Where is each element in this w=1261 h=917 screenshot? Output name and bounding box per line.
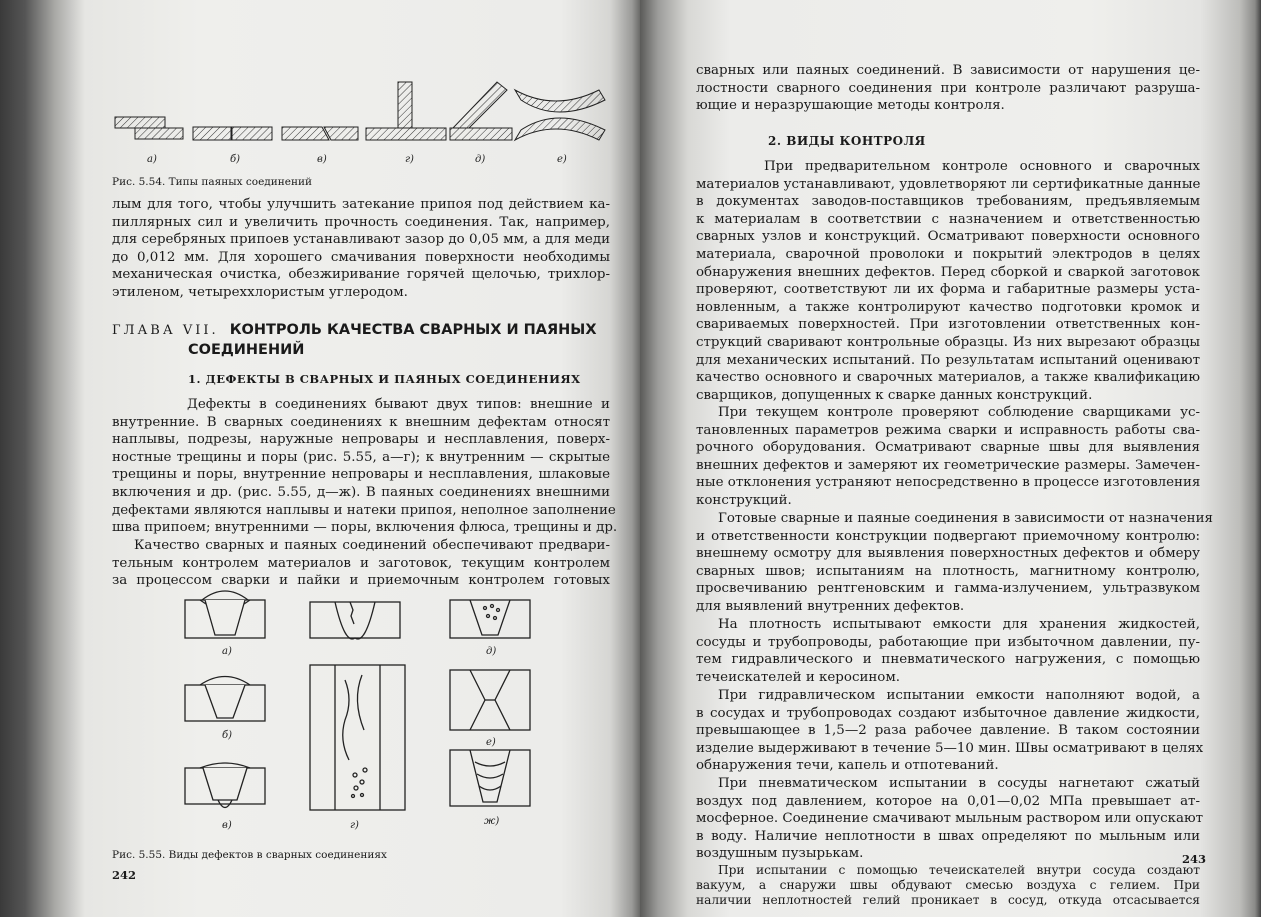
text-line: за процессом сварки и пайки и приемочным контролем готовых bbox=[112, 573, 610, 589]
fig55-label-e: е) bbox=[486, 737, 496, 748]
defect-c bbox=[185, 763, 265, 808]
text-line: дефектами являются наплывы и натеки припоя, неполное заполнение bbox=[112, 502, 616, 518]
text-line: сосуды и трубопроводы, работающие при избыточном давлении, пу- bbox=[696, 634, 1200, 650]
text-line: тем гидравлического и пневматического нагружения, с помощью bbox=[696, 652, 1200, 668]
text-line: и ответственности конструкции подвергают приемочному контролю: bbox=[696, 528, 1200, 544]
joint-b bbox=[193, 127, 272, 140]
joint-a bbox=[115, 117, 183, 139]
text-line: для выявлений внутренних дефектов. bbox=[696, 598, 965, 614]
fig54-label-a: а) bbox=[147, 154, 157, 165]
joint-c bbox=[282, 127, 358, 140]
text-line: сварщиков, допущенных к сварке данных конструкций. bbox=[696, 387, 1093, 403]
fig55-label-g: г) bbox=[350, 820, 359, 831]
text-line: внешних дефектов и замеряют их геометрические размеры. Замечен- bbox=[696, 457, 1200, 473]
text-line: внешнему осмотру для выявления поверхностных дефектов и обмеру bbox=[696, 546, 1200, 562]
fig55-label-zh: ж) bbox=[484, 816, 500, 827]
fig54-label-c: в) bbox=[317, 154, 327, 165]
defect-dd bbox=[450, 600, 530, 638]
text-line: ющие и неразрушающие методы контроля. bbox=[696, 98, 1005, 114]
joint-e bbox=[450, 82, 512, 140]
text-line: Готовые сварные и паяные соединения в зависимости от назначения bbox=[718, 511, 1213, 526]
text-line: конструкций. bbox=[696, 492, 792, 508]
text-line: до 0,012 мм. Для хорошего смачивания поверхности необходимы bbox=[112, 249, 610, 265]
text-line: течеискателей и керосином. bbox=[696, 669, 901, 685]
text-line: тельным контролем материалов и заготовок, текущим контролем bbox=[112, 555, 610, 571]
left-paragraph-2 bbox=[112, 396, 618, 537]
defect-d bbox=[310, 602, 400, 639]
text-line: материала, сварочной проволоки и покрытий электродов в целях bbox=[696, 246, 1200, 262]
text-line: для механических испытаний. По результатам испытаний оценивают bbox=[696, 352, 1200, 368]
defect-e bbox=[450, 670, 530, 730]
chapter-label: ГЛАВА VII. bbox=[112, 323, 219, 338]
text-line: в документах заводов-поставщиков требованиям, предъявляемым bbox=[696, 194, 1200, 210]
text-line: к материалам в соответствии с назначением и ответственностью bbox=[696, 211, 1200, 227]
text-line: качество основного и сварочных материалов, а также квалификацию bbox=[696, 370, 1200, 386]
text-line: На плотность испытывают емкости для хранения жидкостей, bbox=[718, 617, 1200, 632]
text-line: струкций сваривают контрольные образцы. Из них вырезают образцы bbox=[696, 334, 1200, 350]
text-line: трещины и поры, внутренние непровары и несплавления, шлаковые bbox=[112, 467, 610, 483]
figure-5-54-caption: Рис. 5.54. Типы паяных соединений bbox=[112, 176, 312, 188]
figure-5-54 bbox=[105, 72, 615, 172]
fig54-label-d: г) bbox=[405, 154, 414, 165]
fig55-label-b: б) bbox=[222, 730, 233, 741]
fig54-label-b: б) bbox=[230, 154, 241, 165]
text-line: материалов устанавливают, удовлетворяют ли сертификатные данные bbox=[696, 176, 1201, 192]
fig54-label-e: д) bbox=[475, 154, 486, 165]
defect-a bbox=[185, 591, 265, 638]
text-line: При испытании с помощью течеискателей внутри сосуда создают bbox=[718, 863, 1200, 877]
joint-f bbox=[515, 90, 605, 140]
text-line: изделие выдерживают в течение 5—10 мин. Швы осматривают в целях bbox=[696, 740, 1204, 756]
chapter-title-line1: КОНТРОЛЬ КАЧЕСТВА СВАРНЫХ И ПАЯНЫХ bbox=[229, 322, 597, 338]
chapter-heading bbox=[112, 322, 597, 338]
text-line: превышающее в 1,5—2 раза рабочее давление. В таком состоянии bbox=[696, 723, 1200, 739]
right-paragraph-5 bbox=[696, 687, 1204, 775]
right-paragraph-1 bbox=[696, 158, 1200, 404]
left-paragraph-1 bbox=[112, 196, 610, 302]
text-line: обнаружения внешних дефектов. Перед сборкой и сваркой заготовок bbox=[696, 264, 1200, 280]
text-line: Дефекты в соединениях бывают двух типов: внешние и bbox=[187, 397, 610, 412]
right-paragraph-7 bbox=[696, 863, 1200, 908]
text-line: новленным, а также контролируют качество подготовки кромок и bbox=[696, 299, 1200, 315]
right-paragraph-2 bbox=[696, 404, 1200, 510]
defect-g bbox=[310, 665, 405, 810]
text-line: сварных или паяных соединений. В зависимости от нарушения це- bbox=[696, 63, 1200, 78]
defect-b bbox=[185, 677, 265, 722]
right-paragraph-6 bbox=[696, 775, 1204, 863]
text-line: пиллярных сил и увеличить прочность соединения. Так, например, bbox=[112, 214, 610, 230]
section-2-title: 2. ВИДЫ КОНТРОЛЯ bbox=[768, 134, 926, 148]
fig55-label-dd: д) bbox=[486, 646, 497, 657]
text-line: включения и др. (рис. 5.55, д—ж). В паяных соединениях внешними bbox=[112, 484, 610, 500]
text-line: мосферное. Соединение смачивают мыльным раствором или опускают bbox=[696, 811, 1204, 827]
fig55-label-a: а) bbox=[222, 646, 232, 657]
text-line: наплывы, подрезы, наружные непровары и несплавления, поверх- bbox=[112, 432, 610, 448]
page-number-left: 242 bbox=[112, 868, 137, 882]
text-line: воздух под давлением, которое на 0,01—0,02 МПа превышает ат- bbox=[696, 793, 1200, 809]
text-line: механическая очистка, обезжиривание горячей щелочью, трихлор- bbox=[112, 267, 610, 283]
text-line: лостности сварного соединения при контроле различают разруша- bbox=[696, 80, 1200, 96]
text-line: рочного оборудования. Осматривают сварные швы для выявления bbox=[696, 440, 1200, 456]
text-line: внутренние. В сварных соединениях к внешним дефектам относят bbox=[112, 414, 610, 430]
text-line: воздушным пузырькам. bbox=[696, 846, 864, 862]
text-line: сварных узлов и конструкций. Осматривают поверхности основного bbox=[696, 229, 1200, 245]
figure-5-55 bbox=[170, 590, 550, 835]
text-line: в воду. Наличие неплотности в швах определяют по мыльным или bbox=[696, 828, 1200, 844]
text-line: наличии неплотностей гелий проникает в сосуд, откуда отсасывается bbox=[696, 893, 1200, 907]
text-line: сварных швов; испытаниям на плотность, магнитному контролю, bbox=[696, 563, 1200, 579]
text-line: При предварительном контроле основного и сварочных bbox=[764, 159, 1200, 174]
section-1-title: 1. ДЕФЕКТЫ В СВАРНЫХ И ПАЯНЫХ СОЕДИНЕНИЯХ bbox=[188, 372, 581, 386]
right-page bbox=[640, 0, 1261, 917]
text-line: При текущем контроле проверяют соблюдение сварщиками ус- bbox=[718, 405, 1200, 420]
joint-d bbox=[366, 82, 446, 140]
text-line: ные отклонения устраняют непосредственно в процессе изготовления bbox=[696, 475, 1201, 491]
right-paragraph-0 bbox=[696, 62, 1200, 115]
text-line: При гидравлическом испытании емкости наполняют водой, а bbox=[718, 688, 1200, 703]
fig54-label-f: е) bbox=[557, 154, 567, 165]
text-line: лым для того, чтобы улучшить затекание припоя под действием ка- bbox=[112, 197, 610, 212]
defect-zh bbox=[450, 750, 530, 806]
text-line: просвечиванию рентгеновским и гамма-излучением, ультразвуком bbox=[696, 581, 1200, 597]
right-paragraph-4 bbox=[696, 616, 1200, 686]
text-line: ностные трещины и поры (рис. 5.55, а—г); к внутренним — скрытые bbox=[112, 449, 610, 465]
text-line: в сосудах и трубопроводах создают избыточное давление жидкости, bbox=[696, 705, 1200, 721]
text-line: вакуум, а снаружи швы обдувают смесью воздуха с гелием. При bbox=[696, 878, 1200, 892]
figure-5-55-caption: Рис. 5.55. Виды дефектов в сварных соединениях bbox=[112, 849, 387, 861]
text-line: свариваемых поверхностей. При изготовлении ответственных кон- bbox=[696, 317, 1200, 333]
left-paragraph-3 bbox=[112, 537, 610, 590]
page-number-right: 243 bbox=[1182, 852, 1207, 866]
text-line: обнаружения течи, капель и отпотеваний. bbox=[696, 758, 999, 774]
fig55-label-c: в) bbox=[222, 820, 232, 831]
text-line: этиленом, четыреххлористым углеродом. bbox=[112, 284, 408, 300]
right-paragraph-3 bbox=[696, 510, 1213, 616]
text-line: шва припоем; внутренними — поры, включения флюса, трещины и др. bbox=[112, 520, 618, 536]
chapter-title-line2: СОЕДИНЕНИЙ bbox=[188, 342, 305, 358]
text-line: для серебряных припоев устанавливают зазор до 0,05 мм, а для меди bbox=[112, 232, 610, 248]
text-line: При пневматическом испытании в сосуды нагнетают сжатый bbox=[718, 776, 1200, 791]
text-line: проверяют, соответствуют ли их форма и габаритные размеры уста- bbox=[696, 282, 1200, 298]
text-line: Качество сварных и паяных соединений обеспечивают предвари- bbox=[134, 538, 610, 553]
text-line: тановленных параметров режима сварки и исправность работы сва- bbox=[696, 422, 1200, 438]
